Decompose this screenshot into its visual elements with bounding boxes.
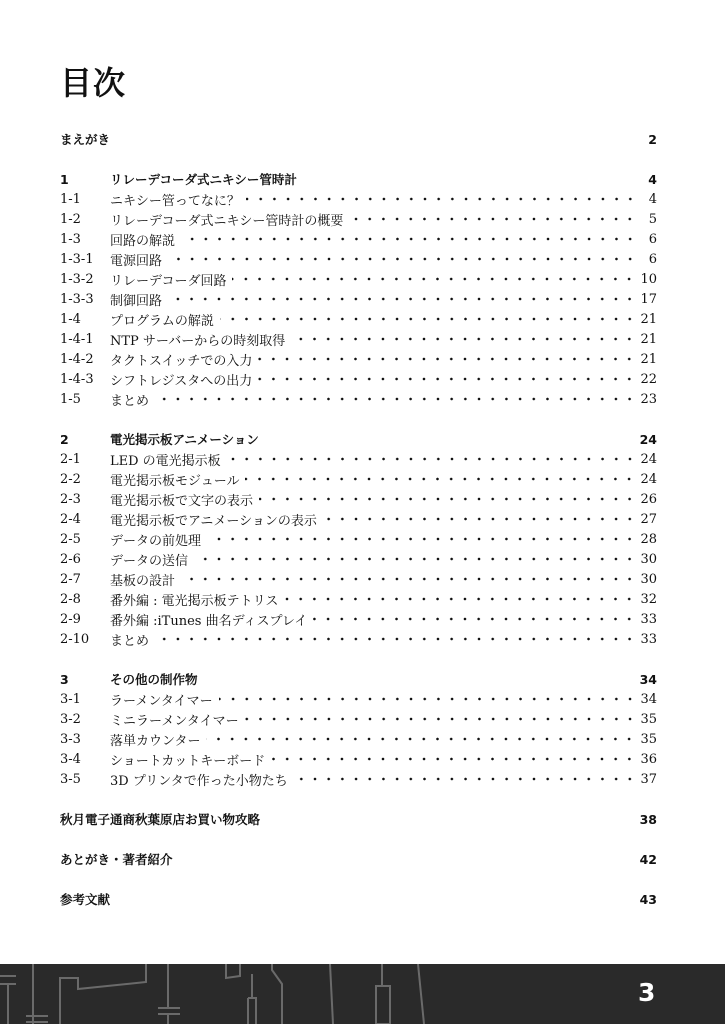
toc-entry[interactable] — [60, 289, 657, 309]
toc-entry[interactable] — [60, 589, 657, 609]
page-number: 36 — [640, 751, 657, 767]
section-title: リレーデコーダ回路 — [110, 273, 227, 289]
toc-entry[interactable] — [60, 549, 657, 569]
page-number: 24 — [640, 471, 657, 487]
section-number: 2-10 — [60, 631, 90, 647]
section-number: 2-9 — [60, 611, 81, 627]
dot-leader — [284, 589, 636, 609]
page-number: 22 — [640, 371, 657, 387]
dot-leader — [349, 209, 637, 229]
dot-leader — [207, 529, 636, 549]
section-title: まとめ — [110, 633, 150, 649]
toc-entry[interactable] — [60, 629, 657, 649]
page-number: 4 — [648, 191, 657, 207]
section-number: 2-8 — [60, 591, 81, 607]
spacer — [60, 149, 657, 169]
dot-leader — [245, 709, 637, 729]
toc-entry[interactable] — [60, 709, 657, 729]
page-number: 43 — [639, 891, 657, 907]
section-number: 2-4 — [60, 511, 81, 527]
dot-leader — [294, 769, 637, 789]
toc-entry[interactable] — [60, 309, 657, 329]
section-title: リレーデコーダ式ニキシー管時計の概要 — [110, 213, 344, 229]
toc-entry[interactable] — [60, 349, 657, 369]
toc-chapter-entry[interactable] — [60, 809, 657, 829]
section-title: その他の制作物 — [110, 672, 198, 687]
section-number: 1-4 — [60, 311, 81, 327]
page-number: 3 — [638, 978, 656, 1007]
dot-leader — [323, 509, 637, 529]
page-number: 6 — [648, 231, 657, 247]
section-title: 電光掲示板アニメーション — [110, 432, 259, 447]
toc-entry[interactable] — [60, 389, 657, 409]
toc-entry[interactable] — [60, 329, 657, 349]
section-title: 秋月電子通商秋葉原店お買い物攻略 — [60, 812, 261, 827]
section-number: 3 — [60, 671, 69, 687]
section-number: 1-2 — [60, 211, 81, 227]
toc-entry[interactable] — [60, 729, 657, 749]
section-number: 3-3 — [60, 731, 81, 747]
page-number: 21 — [640, 331, 657, 347]
section-title: LED の電光掲示板 — [110, 453, 221, 469]
section-number: 2-3 — [60, 491, 81, 507]
section-title: 番外編 :iTunes 曲名ディスプレイ — [110, 613, 308, 629]
section-title: 3D プリンタで作った小物たち — [110, 773, 288, 789]
section-number: 2-1 — [60, 451, 81, 467]
table-of-contents — [60, 129, 657, 909]
page-number: 21 — [640, 351, 657, 367]
toc-entry[interactable] — [60, 749, 657, 769]
toc-entry[interactable] — [60, 249, 657, 269]
page-number: 24 — [639, 431, 657, 447]
page-number: 33 — [640, 611, 657, 627]
section-title: あとがき・著者紹介 — [60, 852, 173, 867]
toc-entry[interactable] — [60, 689, 657, 709]
section-title: ショートカットキーボード — [110, 753, 266, 769]
dot-leader — [271, 749, 636, 769]
dot-leader — [168, 249, 637, 269]
section-title: データの前処理 — [110, 533, 202, 549]
page-number: 32 — [640, 591, 657, 607]
dot-leader — [259, 489, 636, 509]
section-title: 回路の解説 — [110, 233, 176, 249]
circuit-decoration-icon — [0, 964, 725, 1024]
page-number: 34 — [640, 691, 657, 707]
page-number: 26 — [640, 491, 657, 507]
page-number: 5 — [648, 211, 657, 227]
page-number: 35 — [640, 731, 657, 747]
toc-chapter-entry[interactable] — [60, 849, 657, 869]
spacer — [60, 789, 657, 809]
toc-entry[interactable] — [60, 189, 657, 209]
dot-leader — [258, 369, 636, 389]
dot-leader — [227, 449, 637, 469]
toc-chapter-entry[interactable] — [60, 889, 657, 909]
spacer — [60, 869, 657, 889]
toc-entry[interactable] — [60, 569, 657, 589]
section-number: 1-3 — [60, 231, 81, 247]
page-number: 42 — [639, 851, 657, 867]
section-title: 電源回路 — [110, 253, 163, 269]
section-title: 電光掲示板モジュール — [110, 473, 240, 489]
page-number: 6 — [648, 251, 657, 267]
dot-leader — [313, 609, 636, 629]
page-number: 4 — [648, 171, 657, 187]
toc-entry[interactable] — [60, 229, 657, 249]
dot-leader — [258, 349, 636, 369]
toc-entry[interactable] — [60, 509, 657, 529]
page-number: 24 — [640, 451, 657, 467]
toc-entry[interactable] — [60, 469, 657, 489]
page-number: 37 — [640, 771, 657, 787]
page-number: 34 — [639, 671, 657, 687]
section-number: 1 — [60, 171, 69, 187]
page-number: 21 — [640, 311, 657, 327]
section-number: 2-6 — [60, 551, 81, 567]
dot-leader — [219, 689, 637, 709]
section-title: 基板の設計 — [110, 573, 176, 589]
toc-entry[interactable] — [60, 489, 657, 509]
page-number: 10 — [640, 271, 657, 287]
dot-leader — [246, 189, 637, 209]
page-number: 30 — [640, 571, 657, 587]
page-number: 23 — [640, 391, 657, 407]
section-number: 2 — [60, 431, 69, 447]
toc-entry[interactable] — [60, 529, 657, 549]
section-number: 3-2 — [60, 711, 81, 727]
page-number: 30 — [640, 551, 657, 567]
dot-leader — [220, 309, 637, 329]
section-number: 1-4-1 — [60, 331, 94, 347]
spacer — [60, 829, 657, 849]
dot-leader — [194, 549, 636, 569]
toc-chapter-entry[interactable] — [60, 129, 657, 149]
page-number: 33 — [640, 631, 657, 647]
section-number: 2-2 — [60, 471, 81, 487]
toc-chapter-entry[interactable] — [60, 669, 657, 689]
toc-entry[interactable] — [60, 609, 657, 629]
section-number: 3-1 — [60, 691, 81, 707]
section-number: 1-3-1 — [60, 251, 94, 267]
toc-chapter-entry[interactable] — [60, 429, 657, 449]
section-number: 3-4 — [60, 751, 81, 767]
toc-entry[interactable] — [60, 209, 657, 229]
section-number: 3-5 — [60, 771, 81, 787]
dot-leader — [245, 469, 636, 489]
section-number: 1-1 — [60, 191, 81, 207]
section-title: まえがき — [60, 132, 111, 147]
section-title: まとめ — [110, 393, 150, 409]
page-number: 2 — [648, 131, 657, 147]
section-title: 電光掲示板でアニメーションの表示 — [110, 513, 317, 529]
section-number: 1-3-2 — [60, 271, 94, 287]
section-number: 1-5 — [60, 391, 81, 407]
section-title: 参考文献 — [60, 892, 111, 907]
section-number: 2-5 — [60, 531, 81, 547]
dot-leader — [155, 629, 636, 649]
page-number: 27 — [640, 511, 657, 527]
spacer — [60, 649, 657, 669]
section-title: ニキシー管ってなに？ — [110, 193, 240, 209]
dot-leader — [155, 389, 636, 409]
section-number: 1-4-2 — [60, 351, 94, 367]
dot-leader — [168, 289, 636, 309]
section-number: 2-7 — [60, 571, 81, 587]
toc-entry[interactable] — [60, 769, 657, 789]
page-number: 17 — [640, 291, 657, 307]
page-number: 35 — [640, 711, 657, 727]
section-number: 1-4-3 — [60, 371, 94, 387]
toc-chapter-entry[interactable] — [60, 169, 657, 189]
section-title: 落単カウンター — [110, 733, 201, 749]
page-number: 28 — [640, 531, 657, 547]
dot-leader — [291, 329, 636, 349]
section-title: プログラムの解説 — [110, 313, 214, 329]
dot-leader — [181, 569, 636, 589]
section-title: 電光掲示板で文字の表示 — [110, 493, 254, 509]
footer-band — [0, 964, 725, 1024]
page-number: 38 — [639, 811, 657, 827]
dot-leader — [232, 269, 636, 289]
section-title: シフトレジスタへの出力 — [110, 373, 253, 389]
toc-entry[interactable] — [60, 369, 657, 389]
spacer — [60, 409, 657, 429]
section-title: 番外編 : 電光掲示板テトリス — [110, 593, 279, 609]
section-title: ラーメンタイマー — [110, 693, 213, 709]
toc-entry[interactable] — [60, 269, 657, 289]
section-number: 1-3-3 — [60, 291, 94, 307]
section-title: タクトスイッチでの入力 — [110, 353, 253, 369]
section-title: ミニラーメンタイマー — [110, 713, 239, 729]
section-title: リレーデコーダ式ニキシー管時計 — [110, 172, 297, 187]
page-title: 目次 — [60, 64, 127, 102]
section-title: NTP サーバーからの時刻取得 — [110, 333, 286, 349]
section-title: データの送信 — [110, 553, 189, 569]
dot-leader — [181, 229, 637, 249]
section-title: 制御回路 — [110, 293, 163, 309]
dot-leader — [206, 729, 636, 749]
toc-entry[interactable] — [60, 449, 657, 469]
